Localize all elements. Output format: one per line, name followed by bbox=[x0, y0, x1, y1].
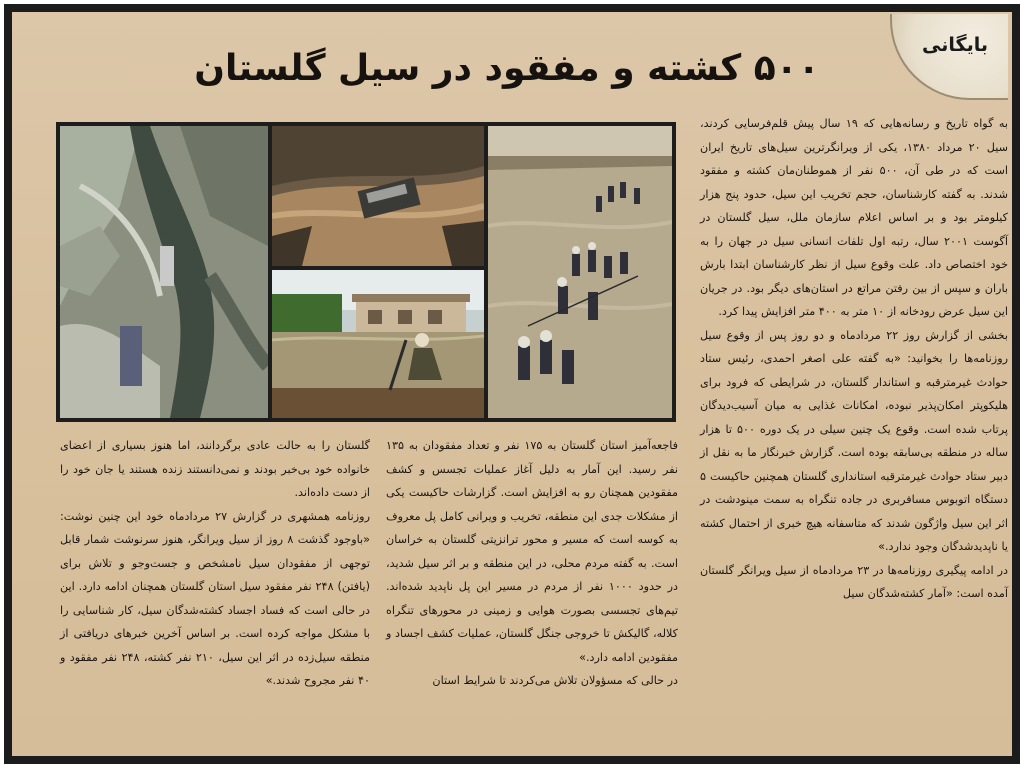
submerged-vehicle-icon bbox=[272, 126, 484, 266]
section-tab-label: بایگانی bbox=[922, 34, 988, 56]
paragraph: روزنامه همشهری در گزارش ۲۷ مردادماه خود این چنین نوشت: «باوجود گذشت ۸ روز از سیل ویرانگر، هنوز سرنوشت شمار قابل توجهی از مفقودان سیل نامشخص و جست‌وجو و تلاش برای (یافتن) ۲۴۸ نفر مفقود سیل استان گلستان همچنان ادامه دارد. این در حالی است که فساد اجساد کشته‌شدگان سیل، کار شناسایی را با مشکل مواجه کرده است. بر اساس آخرین خبرهای دریافتی از منطقه سیل‌زده در اثر این سیل، ۲۱۰ نفر کشته، ۲۴۸ نفر مفقود و ۴۰ نفر مجروح شدند.» bbox=[60, 509, 371, 687]
paragraph: فاجعه‌آمیز استان گلستان به ۱۷۵ نفر و تعداد مفقودان به ۱۳۵ نفر رسید. این آمار به دلیل آغاز عملیات تجسس و کشف مفقودین همچنان رو به افزایش است. گزارشات حاکیست یکی از مشکلات جدی این منطقه، تخریب و ویرانی کامل پل معروف به کوسه است که مسیر و محور ترانزیتی گلستان به خراسان است. به گفته مردم محلی، در این منطقه و بر اثر سیل شدید، در حدود ۱۰۰۰ نفر از مردم در مسیر این پل ناپدید شده‌اند. تیم‌های تجسسی بصورت هوایی و زمینی در محورهای تنگراه کلاله، گالیکش تا خروجی جنگل گلستان، عملیات کشف اجساد و مفقودین ادامه دارد.» bbox=[386, 439, 679, 664]
people-crossing-floodwater-icon bbox=[488, 126, 672, 418]
aerial-flooded-road-icon bbox=[60, 126, 268, 418]
article-column-middle bbox=[386, 434, 678, 693]
paragraph: در ادامه پیگیری روزنامه‌ها در ۲۳ مردادماه از سیل ویرانگر گلستان آمده است: «آمار کشته‌شدگان سیل bbox=[700, 563, 1008, 600]
article-column-left bbox=[60, 434, 370, 693]
paragraph: به گواه تاریخ و رسانه‌هایی که ۱۹ سال پیش قلم‌فرسایی کردند، سیل ۲۰ مرداد ۱۳۸۰، یکی از ویرانگرترین سیل‌های تاریخ ایران است که در طی آن، ۵۰۰ نفر از هموطنان‌مان کشته و مفقود شدند. به گفته کارشناسان، حجم تخریب این سیل، حدود پنج هزار کیلومتر بود و بر اساس اعلام سازمان ملل، سیل گلستان در آگوست ۲۰۰۱ سال، رتبه اول تلفات انسانی سیل در جهان را به خود اختصاص داد. علت وقوع سیل از نظر کارشناسان ابتدا بارش باران و سپس از بین رفتن مراتع در استان‌های دیگر بود. در جریان این سیل عرض رودخانه از ۱۰ متر به ۴۰۰ متر افزایش پیدا کرد. bbox=[700, 117, 1009, 318]
headline: ۵۰۰ کشته و مفقود در سیل گلستان bbox=[194, 48, 820, 89]
paragraph: در حالی که مسؤولان تلاش می‌کردند تا شرایط استان bbox=[432, 674, 678, 687]
flooded-house-icon bbox=[272, 270, 484, 418]
article-column-right bbox=[700, 112, 1008, 606]
article-panel bbox=[12, 12, 1012, 756]
section-tab bbox=[890, 14, 1008, 100]
page-frame bbox=[4, 4, 1020, 764]
paragraph: گلستان را به حالت عادی برگردانند، اما هنوز بسیاری از اعضای خانواده خود بی‌خبر بودند و نمی‌دانستند زنده هستند یا جان خود را از دست داده‌اند. bbox=[60, 439, 370, 499]
paragraph: بخشی از گزارش روز ۲۲ مردادماه و دو روز پس از وقوع سیل روزنامه‌ها را بخوانید: «به گفته علی اصغر احمدی، رئیس ستاد حوادث غیرمترقبه و استاندار گلستان، در شرایطی که فرود برای هلیکوپتر امکان‌پذیر نبوده، امکانات غذایی به میان آسیب‌دیدگان پرتاب شده است. وقوع یک چنین سیلی در یک دوره ۵۰۰ تا هزار ساله در منطقه بی‌سابقه بوده است. گزارش خبرنگار ما به نقل از دبیر ستاد حوادث غیرمترقبه استانداری گلستان همچنین حاکیست ۵ دستگاه اتوبوس مسافربری در جاده تنگراه به سمت مینودشت در اثر این سیل واژگون شدند که متاسفانه هیچ خبری از احتمال کشته یا ناپدیدشدگان وجود ندارد.» bbox=[700, 328, 1008, 553]
photo-collage bbox=[56, 122, 676, 422]
